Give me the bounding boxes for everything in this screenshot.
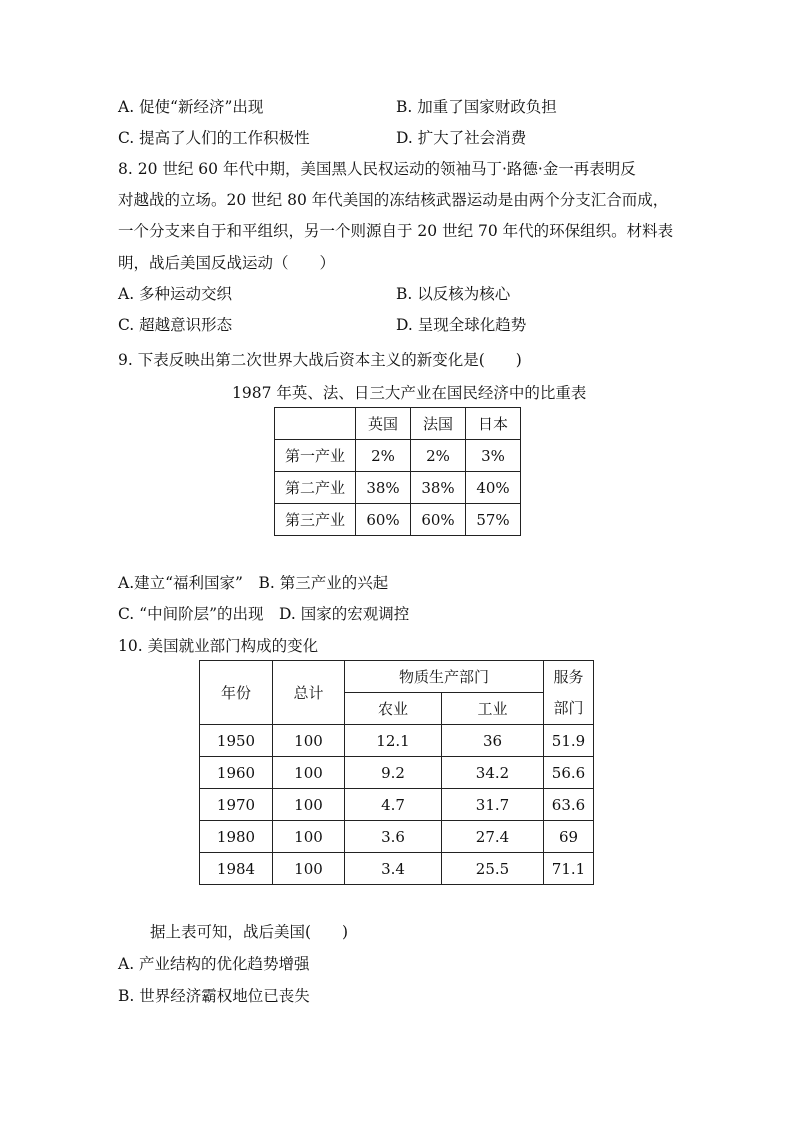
- table-cell: 3%: [466, 440, 521, 472]
- table-row: [275, 440, 521, 472]
- table-cell: 1980: [200, 821, 273, 853]
- table-cell: 60%: [356, 504, 411, 536]
- service-header-line2: 部门: [553, 698, 584, 717]
- table-cell: 1970: [200, 789, 273, 821]
- table-cell: 3.4: [345, 853, 442, 885]
- table-header-cell: 英国: [356, 408, 411, 440]
- table-cell: 第二产业: [275, 472, 356, 504]
- table-cell: 100: [273, 821, 345, 853]
- table-header-row: [200, 661, 594, 693]
- table-row: [200, 725, 594, 757]
- table-cell: 100: [273, 757, 345, 789]
- table-cell: 100: [273, 725, 345, 757]
- table-header-cell: 物质生产部门: [345, 661, 544, 693]
- table-cell: 31.7: [442, 789, 544, 821]
- table-header-cell: 法国: [411, 408, 466, 440]
- table-cell: 63.6: [544, 789, 594, 821]
- table-cell: 4.7: [345, 789, 442, 821]
- q8-option-b: B. 以反核为核心: [396, 285, 511, 303]
- table-row: [275, 504, 521, 536]
- q10-option-b: B. 世界经济霸权地位已丧失: [118, 987, 310, 1005]
- table-row: [200, 853, 594, 885]
- table-header-cell: 年份: [200, 661, 273, 725]
- table-cell: 1960: [200, 757, 273, 789]
- table-row: [275, 472, 521, 504]
- table-cell: 3.6: [345, 821, 442, 853]
- table-cell: 第三产业: [275, 504, 356, 536]
- q8-option-a: A. 多种运动交织: [118, 285, 233, 303]
- table-cell: 12.1: [345, 725, 442, 757]
- q10-stem: 10. 美国就业部门构成的变化: [118, 637, 319, 655]
- q8-stem-line1: 8. 20 世纪 60 年代中期，美国黑人民权运动的领袖马丁·路德·金一再表明反: [118, 160, 636, 178]
- table-cell: 57%: [466, 504, 521, 536]
- q9-options-ab: A.建立“福利国家” B. 第三产业的兴起: [118, 574, 389, 592]
- q8-option-d: D. 呈现全球化趋势: [396, 316, 527, 334]
- q7-option-d: D. 扩大了社会消费: [396, 129, 527, 147]
- q9-options-cd: C. “中间阶层”的出现 D. 国家的宏观调控: [118, 605, 410, 623]
- q7-option-b: B. 加重了国家财政负担: [396, 98, 557, 116]
- table-header-cell: 农业: [345, 693, 442, 725]
- q9-table-caption: 1987 年英、法、日三大产业在国民经济中的比重表: [232, 384, 587, 402]
- table-cell: 40%: [466, 472, 521, 504]
- table-row: [200, 789, 594, 821]
- q8-stem-line3: 一个分支来自于和平组织，另一个则源自于 20 世纪 70 年代的环保组织。材料表: [118, 222, 674, 240]
- table-cell: 2%: [356, 440, 411, 472]
- q7-option-a: A. 促使“新经济”出现: [118, 98, 264, 116]
- service-header-line1: 服务: [553, 667, 584, 686]
- table-cell: 38%: [356, 472, 411, 504]
- q8-option-c: C. 超越意识形态: [118, 316, 233, 334]
- q7-option-c: C. 提高了人们的工作积极性: [118, 129, 310, 147]
- table-row: [200, 821, 594, 853]
- table-header-cell: [275, 408, 356, 440]
- table-header-cell: [544, 661, 594, 725]
- table-cell: 25.5: [442, 853, 544, 885]
- table-header-row: [275, 408, 521, 440]
- table-cell: 56.6: [544, 757, 594, 789]
- table-cell: 27.4: [442, 821, 544, 853]
- table-cell: 60%: [411, 504, 466, 536]
- q10-employment-table: [199, 660, 594, 885]
- table-cell: 36: [442, 725, 544, 757]
- table-cell: 2%: [411, 440, 466, 472]
- table-cell: 1950: [200, 725, 273, 757]
- table-cell: 51.9: [544, 725, 594, 757]
- q10-prompt: 据上表可知，战后美国( ): [150, 923, 349, 941]
- q9-industry-table: [274, 407, 521, 536]
- table-cell: 1984: [200, 853, 273, 885]
- table-cell: 100: [273, 789, 345, 821]
- q9-stem: 9. 下表反映出第二次世界大战后资本主义的新变化是( ): [118, 351, 522, 369]
- q10-option-a: A. 产业结构的优化趋势增强: [118, 955, 310, 973]
- q8-stem-line4: 明，战后美国反战运动（ ）: [118, 254, 336, 272]
- table-cell: 71.1: [544, 853, 594, 885]
- table-cell: 69: [544, 821, 594, 853]
- table-cell: 38%: [411, 472, 466, 504]
- table-cell: 100: [273, 853, 345, 885]
- table-cell: 第一产业: [275, 440, 356, 472]
- table-header-cell: 总计: [273, 661, 345, 725]
- table-cell: 34.2: [442, 757, 544, 789]
- table-header-cell: 日本: [466, 408, 521, 440]
- table-row: [200, 757, 594, 789]
- table-cell: 9.2: [345, 757, 442, 789]
- q8-stem-line2: 对越战的立场。20 世纪 80 年代美国的冻结核武器运动是由两个分支汇合而成，: [118, 191, 669, 209]
- table-header-cell: 工业: [442, 693, 544, 725]
